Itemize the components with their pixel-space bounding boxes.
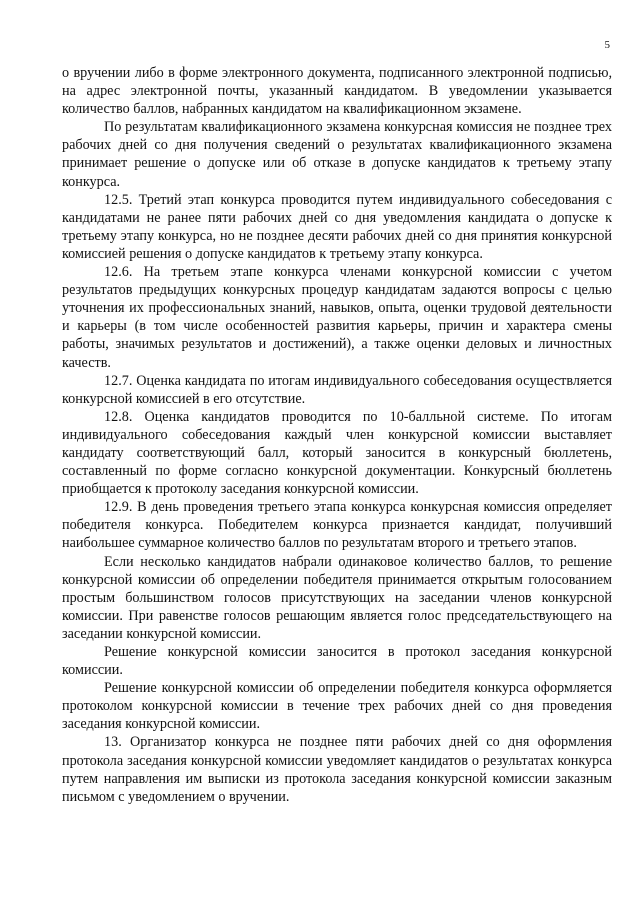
page-number: 5: [604, 39, 610, 51]
paragraph-13: 13. Организатор конкурса не позднее пяти рабочих дней со дня оформления протокола заседания конкурсной комиссии уведомляет кандидатов о результатах конкурса путем направления им выписки из протокола заседания конкурсной комиссии заказным письмом с уведомлением о вручении.: [62, 734, 612, 805]
paragraph-equal-votes: Если несколько кандидатов набрали одинаковое количество баллов, то решение конкурсной комиссии об определении победителя принимается открытым голосованием простым большинством голосов присутствующих на заседании членов конкурсной комиссии. При равенстве голосов решающим является голос председательствующего на заседании конкурсной комиссии.: [62, 553, 612, 642]
paragraph-2: По результатам квалификационного экзамена конкурсная комиссия не позднее трех рабочих дней со дня получения сведений о результатах квалификационного экзамена принимает решение о допуске или об отказе в допуске кандидатов к третьему этапу конкурса.: [62, 119, 612, 190]
paragraph-12-8: 12.8. Оценка кандидатов проводится по 10-балльной системе. По итогам индивидуального собеседования каждый член конкурсной комиссии выставляет кандидату соответствующий балл, который заносится в конкурсный бюллетень, составленный по форме согласно конкурсной документации. Конкурсный бюллетень приобщается к протоколу заседания конкурсной комиссии.: [62, 408, 612, 498]
paragraph-12-7: 12.7. Оценка кандидата по итогам индивидуального собеседования осуществляется конкурсной комиссией в его отсутствие.: [62, 372, 612, 407]
paragraph-12-5: 12.5. Третий этап конкурса проводится путем индивидуального собеседования с кандидатами не ранее пяти рабочих дней со дня уведомления кандидата о допуске к третьему этапу конкурса, но не позднее десяти рабочих дней со дня принятия конкурсной комиссией решения о допуске кандидатов к третьему этапу конкурса.: [62, 191, 612, 262]
paragraph-1: о вручении либо в форме электронного документа, подписанного электронной подписью, на адрес электронной почты, указанный кандидатом. В уведомлении указывается количество баллов, набранных кандидатом на квалификационном экзамене.: [62, 65, 612, 118]
document-body: [62, 64, 612, 806]
paragraph-12-6: 12.6. На третьем этапе конкурса членами конкурсной комиссии с учетом результатов предыдущих конкурсных процедур кандидатам задаются вопросы с целью уточнения их профессиональных знаний, навыков, опыта, оценки трудовой деятельности и карьеры (в том числе особенностей развития карьеры, причин и характера смены работы, значимых результатов и достижений), а также оценки деловых и личностных качеств.: [62, 264, 612, 371]
paragraph-decision-formalization: Решение конкурсной комиссии об определении победителя конкурса оформляется протоколом конкурсной комиссии в течение трех рабочих дней со дня проведения заседания конкурсной комиссии.: [62, 680, 612, 733]
paragraph-12-9: 12.9. В день проведения третьего этапа конкурса конкурсная комиссия определяет победителя конкурса. Победителем конкурса признается кандидат, получивший наибольшее суммарное количество баллов по результатам второго и третьего этапов.: [62, 499, 612, 552]
paragraph-decision-protocol: Решение конкурсной комиссии заносится в протокол заседания конкурсной комиссии.: [62, 644, 612, 679]
